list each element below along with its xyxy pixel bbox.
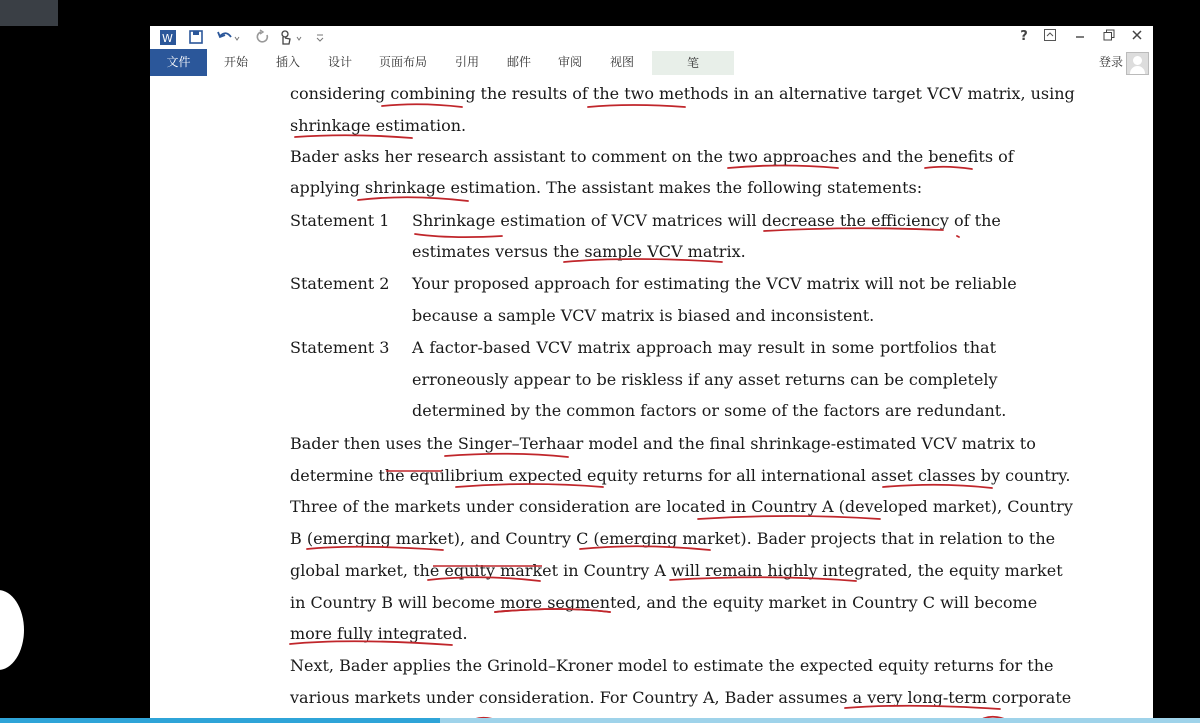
restore-icon[interactable]: [1098, 28, 1120, 46]
paragraph-line: Bader asks her research assistant to comment on the two approaches and the benefits of: [290, 147, 1014, 166]
ribbon-tab-bar: [150, 49, 1153, 76]
help-button[interactable]: ?: [1020, 29, 1028, 44]
statement-label: Statement 2: [290, 274, 390, 293]
word-icon: [159, 29, 177, 46]
document-page[interactable]: [150, 76, 1153, 723]
tab-references[interactable]: 引用: [454, 55, 479, 69]
customize-icon[interactable]: [314, 29, 326, 46]
paragraph-line: more fully integrated.: [290, 624, 468, 643]
word-window: [150, 26, 1153, 723]
tab-mailings[interactable]: 邮件: [506, 55, 531, 69]
tab-view[interactable]: 视图: [609, 55, 634, 69]
statement-text: Shrinkage estimation of VCV matrices will decrease the efficiency of the: [412, 211, 1001, 230]
paragraph-line: applying shrinkage estimation. The assistant makes the following statements:: [290, 178, 923, 197]
paragraph-line: shrinkage estimation.: [290, 116, 467, 135]
tab-file[interactable]: 文件: [150, 49, 207, 76]
screen-overlay-circle: [0, 590, 24, 670]
tab-insert[interactable]: 插入: [275, 55, 300, 69]
tab-pen[interactable]: 笔: [652, 51, 734, 75]
svg-text:W: W: [162, 32, 173, 45]
tab-design[interactable]: 设计: [327, 55, 352, 69]
tab-layout[interactable]: 页面布局: [378, 55, 427, 69]
statement-label: Statement 3: [290, 338, 390, 357]
paragraph-line: Next, Bader applies the Grinold–Kroner model to estimate the expected equity returns for the: [290, 656, 1054, 675]
statement-text: determined by the common factors or some of the factors are redundant.: [412, 401, 1007, 420]
paragraph-line: Bader then uses the Singer–Terhaar model and the final shrinkage-estimated VCV matrix to: [290, 434, 1036, 453]
statement-text: A factor-based VCV matrix approach may result in some portfolios that: [412, 338, 996, 357]
paragraph-line: determine the equilibrium expected equity returns for all international asset classes by country.: [290, 466, 1071, 485]
screen-top-bar: [0, 0, 1200, 26]
paragraph-line: global market, the equity market in Country A will remain highly integrated, the equity market: [290, 561, 1063, 580]
sign-in-link[interactable]: 登录: [1098, 55, 1123, 69]
tab-review[interactable]: 审阅: [557, 55, 582, 69]
touch-mode-icon[interactable]: [278, 29, 308, 46]
paragraph-line: in Country B will become more segmented, and the equity market in Country C will become: [290, 593, 1038, 612]
avatar-icon[interactable]: [1126, 52, 1149, 75]
paragraph-line: considering combining the results of the two methods in an alternative target VCV matrix, using: [290, 84, 1075, 103]
close-icon[interactable]: [1126, 28, 1148, 46]
undo-icon[interactable]: [216, 29, 242, 46]
screen-corner-chip: [0, 0, 58, 26]
statement-text: because a sample VCV matrix is biased and inconsistent.: [412, 306, 875, 325]
statement-text: Your proposed approach for estimating the VCV matrix will not be reliable: [412, 274, 1017, 293]
statement-label: Statement 1: [290, 211, 390, 230]
paragraph-line: B (emerging market), and Country C (emerging market). Bader projects that in relation to the: [290, 529, 1056, 548]
tab-home[interactable]: 开始: [223, 55, 248, 69]
paragraph-line: Three of the markets under consideration are located in Country A (developed market), Country: [290, 497, 1073, 516]
save-icon[interactable]: [188, 29, 204, 46]
title-bar: [150, 26, 1153, 49]
statement-text: estimates versus the sample VCV matrix.: [412, 242, 746, 261]
taskbar-progress-strip: [0, 718, 1200, 723]
ribbon-display-icon[interactable]: [1039, 28, 1061, 46]
statement-text: erroneously appear to be riskless if any asset returns can be completely: [412, 370, 998, 389]
minimize-icon[interactable]: [1069, 28, 1091, 46]
redo-icon[interactable]: [254, 29, 272, 46]
paragraph-line: various markets under consideration. For Country A, Bader assumes a very long-term corporate: [290, 688, 1072, 707]
